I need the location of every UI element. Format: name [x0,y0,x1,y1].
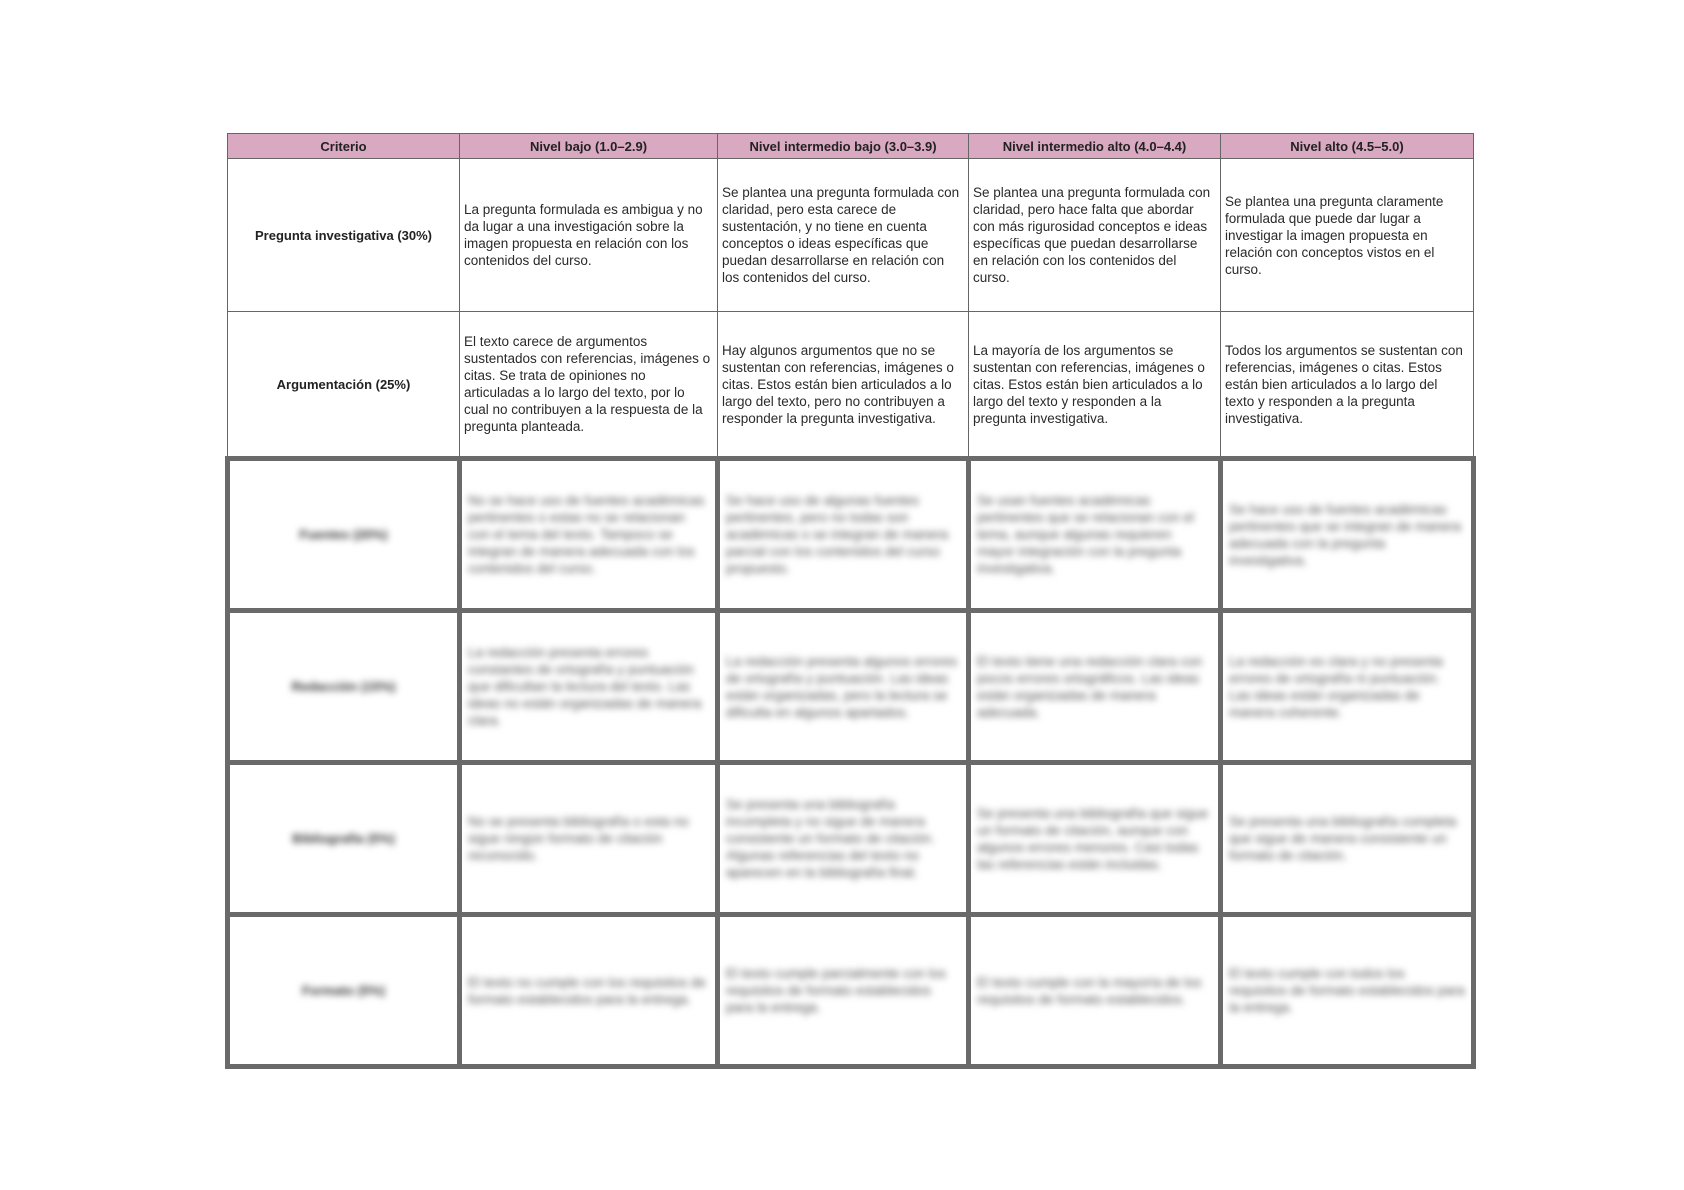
blurred-cell: Se usan fuentes académicas pertinentes que se relacionan con el tema, aunque algunas requieren mayor integración con la pregunta investigativa. [977,493,1194,576]
table-cell: La mayoría de los argumentos se sustentan con referencias, imágenes o citas. Estos están bien articulados a lo largo del texto y responden a la pregunta investigativa. [969,312,1221,459]
blurred-cell: Se hace uso de fuentes académicas pertinentes que se integran de manera adecuada con la pregunta investigativa. [1229,501,1461,568]
blurred-cell: Se presenta una bibliografía completa que sigue de manera consistente un formato de citación. [1229,814,1457,863]
blurred-criterion: Fuentes (20%) [299,527,388,542]
blurred-table-row [228,459,1474,611]
blurred-cell: El texto cumple con la mayoría de los requisitos de formato establecidos. [977,974,1202,1007]
table-cell: Se plantea una pregunta formulada con claridad, pero esta carece de sustentación, y no tiene en cuenta conceptos o ideas específicas que puedan desarrollarse en relación con los contenidos del curso. [718,159,969,312]
blurred-cell: La redacción presenta errores constantes de ortografía y puntuación que dificultan la lectura del texto. Las ideas no están organizadas de manera clara. [468,645,702,728]
table-cell: Se plantea una pregunta formulada con claridad, pero hace falta que abordar con más rigurosidad conceptos e ideas específicas que puedan desarrollarse en relación con los contenidos del curso. [969,159,1221,312]
table-row [228,312,1474,459]
blurred-criterion: Redacción (15%) [291,679,396,694]
blurred-cell: Se hace uso de algunas fuentes pertinentes, pero no todas son académicas o se integran de manera parcial con los contenidos del curso propuesto. [726,493,949,576]
header-row [228,134,1474,159]
blurred-cell: El texto cumple con todos los requisitos de formato establecidos para la entrega. [1229,966,1465,1015]
blurred-cell: No se presenta bibliografía o esta no sigue ningún formato de citación reconocido. [468,814,689,863]
criterion-cell: Argumentación (25%) [228,312,460,459]
table-cell: Hay algunos argumentos que no se sustentan con referencias, imágenes o citas. Estos están bien articulados a lo largo del texto, pero no contribuyen a responder la pregunta investigativa. [718,312,969,459]
blurred-table-row [228,763,1474,915]
table-row [228,159,1474,312]
blurred-cell: Se presenta una bibliografía incompleta y no sigue de manera consistente un formato de citación. Algunas referencias del texto no aparecen en la bibliografía final. [726,797,935,880]
blurred-cell: El texto no cumple con los requisitos de formato establecidos para la entrega. [468,974,706,1007]
criterion-cell: Pregunta investigativa (30%) [228,159,460,312]
blurred-cell: El texto tiene una redacción clara con pocos errores ortográficos. Las ideas están organizadas de manera adecuada. [977,653,1203,720]
table-cell: Todos los argumentos se sustentan con referencias, imágenes o citas. Estos están bien articulados a lo largo del texto y responden a la pregunta investigativa. [1221,312,1474,459]
header-nivel-alto: Nivel alto (4.5–5.0) [1221,134,1474,159]
blurred-table-row [228,611,1474,763]
blurred-cell: La redacción presenta algunos errores de ortografía y puntuación. Las ideas están organizadas, pero la lectura se dificulta en algunos apartados. [726,653,958,720]
header-nivel-bajo: Nivel bajo (1.0–2.9) [460,134,718,159]
blurred-cell: La redacción es clara y no presenta errores de ortografía ni puntuación. Las ideas están organizadas de manera coherente. [1229,653,1443,720]
blurred-cell: No se hace uso de fuentes académicas pertinentes o estas no se relacionan con el tema del texto. Tampoco se integran de manera adecuada con los contenidos del curso. [468,493,705,576]
header-nivel-intermedio-bajo: Nivel intermedio bajo (3.0–3.9) [718,134,969,159]
rubric-table [225,133,1476,1069]
blurred-cell: Se presenta una bibliografía que sigue un formato de citación, aunque con algunos errores menores. Casi todas las referencias están incluidas. [977,805,1209,872]
table-cell: Se plantea una pregunta claramente formulada que puede dar lugar a investigar la imagen propuesta en relación con conceptos vistos en el curso. [1221,159,1474,312]
blurred-table-row [228,915,1474,1067]
blurred-criterion: Formato (5%) [301,983,386,998]
header-nivel-intermedio-alto: Nivel intermedio alto (4.0–4.4) [969,134,1221,159]
blurred-cell: El texto cumple parcialmente con los requisitos de formato establecidos para la entrega. [726,966,946,1015]
table-cell: El texto carece de argumentos sustentados con referencias, imágenes o citas. Se trata de opiniones no articuladas a lo largo del texto, por lo cual no contribuyen a la respuesta de la pregunta planteada. [460,312,718,459]
blurred-criterion: Bibliografía (5%) [292,831,395,846]
header-criterio: Criterio [228,134,460,159]
table-cell: La pregunta formulada es ambigua y no da lugar a una investigación sobre la imagen propuesta en relación con los contenidos del curso. [460,159,718,312]
